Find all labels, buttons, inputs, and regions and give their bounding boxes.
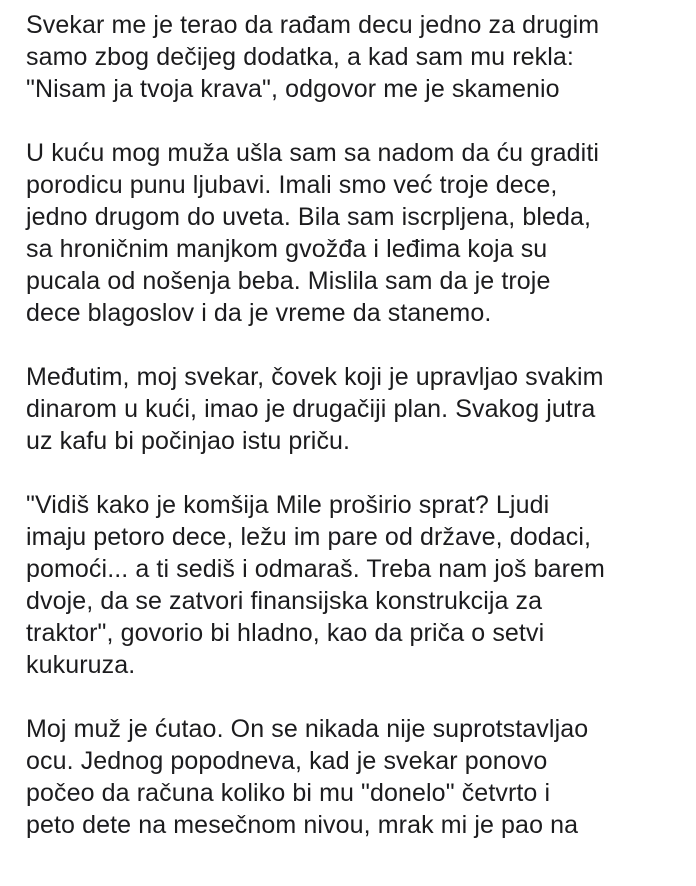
text-line: kukuruza.: [26, 651, 136, 679]
text-line: Moj muž je ćutao. On se nikada nije suprotstavljao: [26, 715, 589, 743]
paragraph: [26, 713, 690, 841]
text-line: dvoje, da se zatvori finansijska konstrukcija za: [26, 587, 543, 615]
text-line: porodicu punu ljubavi. Imali smo već troje dece,: [26, 171, 558, 199]
paragraph: [26, 489, 690, 681]
text-line: "Nisam ja tvoja krava", odgovor me je skamenio: [26, 75, 560, 103]
text-line: pucala od nošenja beba. Mislila sam da je troje: [26, 267, 551, 295]
text-line: počeo da računa koliko bi mu "donelo" četvrto i: [26, 779, 551, 807]
text-line: sa hroničnim manjkom gvožđa i leđima koja su: [26, 235, 548, 263]
paragraph: [26, 137, 690, 329]
text-line: Svekar me je terao da rađam decu jedno za drugim: [26, 11, 600, 39]
text-line: U kuću mog muža ušla sam sa nadom da ću graditi: [26, 139, 600, 167]
text-line: samo zbog dečijeg dodatka, a kad sam mu rekla:: [26, 43, 574, 71]
paragraph: [26, 361, 690, 457]
text-line: Međutim, moj svekar, čovek koji je upravljao svakim: [26, 363, 604, 391]
text-line: traktor", govorio bi hladno, kao da priča o setvi: [26, 619, 545, 647]
post-text: [26, 9, 690, 873]
text-line: dece blagoslov i da je vreme da stanemo.: [26, 299, 492, 327]
text-line: "Vidiš kako je komšija Mile proširio sprat? Ljudi: [26, 491, 550, 519]
paragraph-title: [26, 9, 690, 105]
text-line: jedno drugom do uveta. Bila sam iscrpljena, bleda,: [26, 203, 592, 231]
text-line: dinarom u kući, imao je drugačiji plan. Svakog jutra: [26, 395, 596, 423]
text-line: pomoći... a ti sediš i odmaraš. Treba nam još barem: [26, 555, 605, 583]
text-line: ocu. Jednog popodneva, kad je svekar ponovo: [26, 747, 548, 775]
text-line: uz kafu bi počinjao istu priču.: [26, 427, 351, 455]
text-line: peto dete na mesečnom nivou, mrak mi je pao na: [26, 811, 579, 839]
text-line: imaju petoro dece, ležu im pare od države, dodaci,: [26, 523, 592, 551]
